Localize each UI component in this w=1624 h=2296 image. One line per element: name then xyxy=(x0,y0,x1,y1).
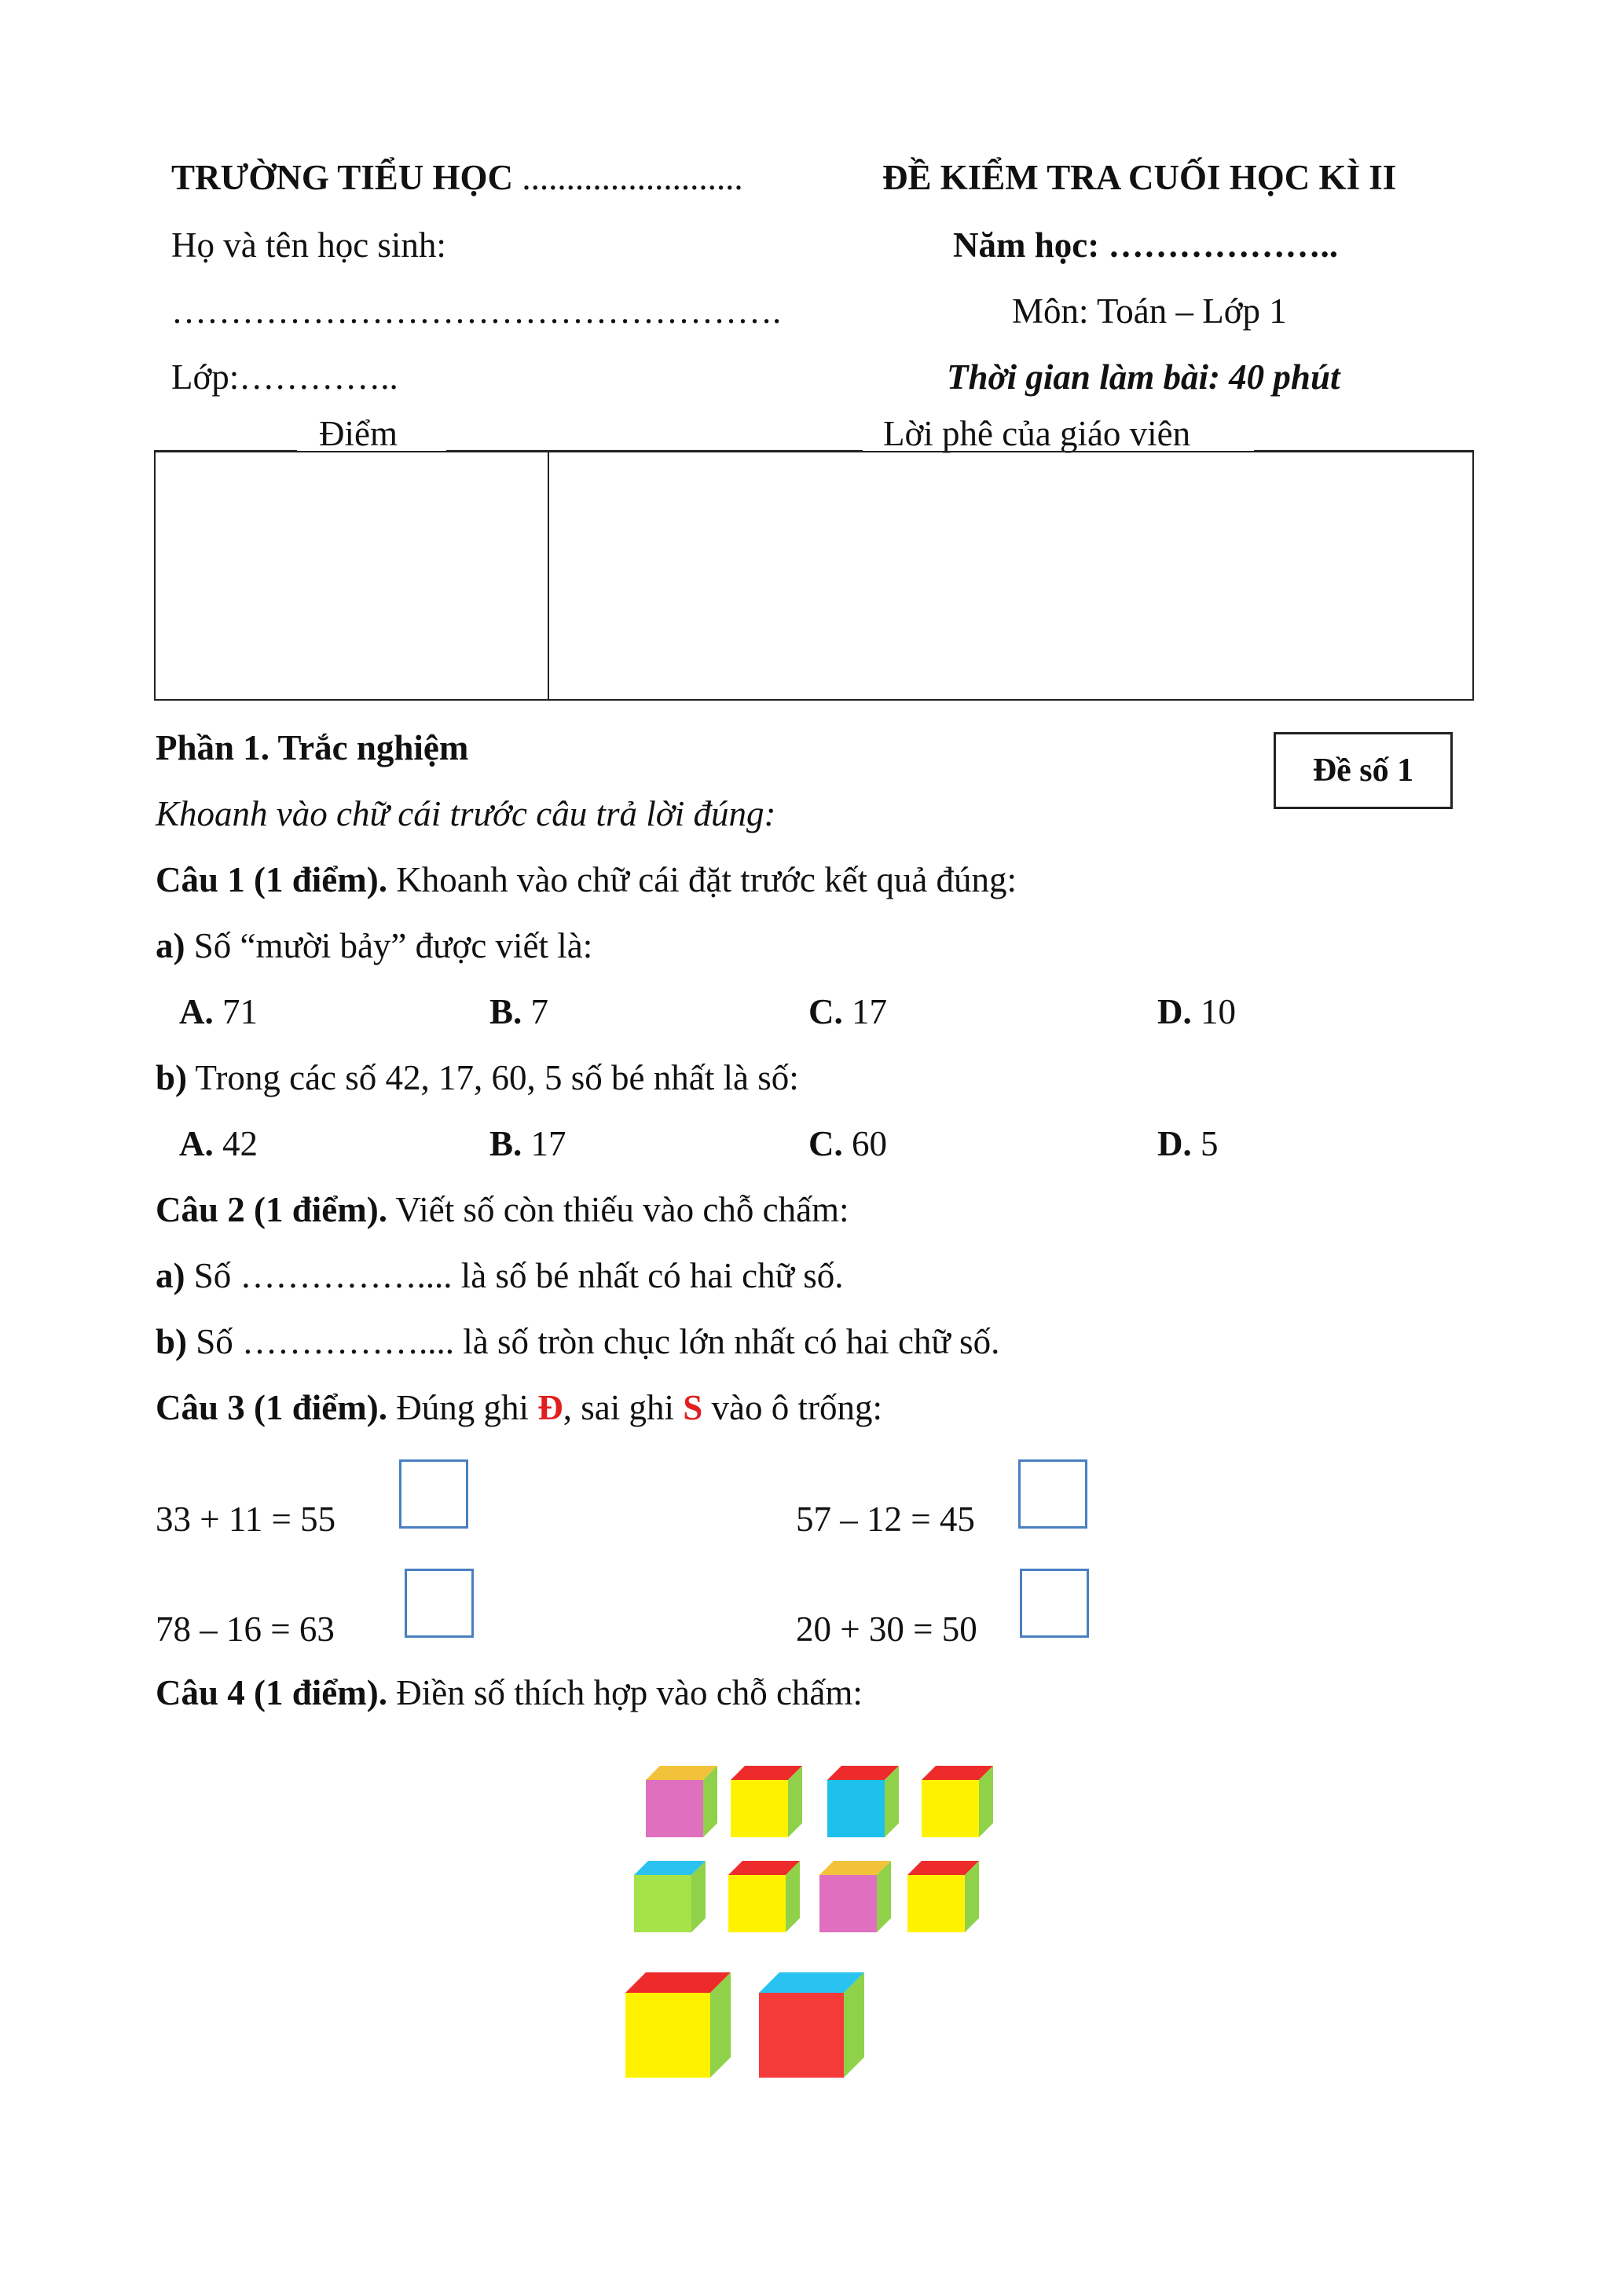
option-letter: B. xyxy=(489,1124,522,1163)
q1-text: Khoanh vào chữ cái đặt trước kết quả đúng: xyxy=(387,860,1017,899)
q1-label: Câu 1 (1 điểm). xyxy=(156,860,387,899)
q1b-label: b) xyxy=(156,1058,188,1097)
option-value: 5 xyxy=(1191,1124,1219,1163)
student-name-dots: ……………………………………………. xyxy=(171,291,782,331)
option-value: 17 xyxy=(842,992,887,1031)
option-value: 60 xyxy=(842,1124,887,1163)
q3-label: Câu 3 (1 điểm). xyxy=(156,1388,387,1427)
cube-pink xyxy=(819,1861,891,1932)
q3-false-mark: S xyxy=(683,1388,703,1427)
time-limit: Thời gian làm bài: 40 phút xyxy=(947,357,1340,397)
q2b-text: Số …………….... là số tròn chục lớn nhất có hai chữ số. xyxy=(187,1322,1000,1361)
q3-equation-4: 20 + 30 = 50 xyxy=(796,1609,977,1649)
q2a-text: Số …………….... là số bé nhất có hai chữ số. xyxy=(185,1256,844,1295)
option-value: 17 xyxy=(522,1124,566,1163)
cube-yellow xyxy=(731,1766,802,1837)
school-label: TRƯỜNG TIỂU HỌC xyxy=(171,158,514,197)
q4-text: Điền số thích hợp vào chỗ chấm: xyxy=(387,1673,863,1712)
q3-text3: vào ô trống: xyxy=(702,1388,882,1427)
q3-equation-2: 57 – 12 = 45 xyxy=(796,1500,975,1539)
option-letter: C. xyxy=(808,1124,843,1163)
class-label: Lớp: xyxy=(171,357,240,397)
option-letter: D. xyxy=(1157,1124,1192,1163)
option-letter: D. xyxy=(1157,992,1192,1031)
q2a-label: a) xyxy=(156,1256,185,1295)
q2b-label: b) xyxy=(156,1322,188,1361)
option-letter: B. xyxy=(489,992,522,1031)
cube-pink xyxy=(646,1766,717,1837)
cube-yellow xyxy=(625,1972,731,2078)
option-letter: C. xyxy=(808,992,843,1031)
option-letter: A. xyxy=(179,992,214,1031)
q3-equation-1: 33 + 11 = 55 xyxy=(156,1500,336,1539)
part1-instruction: Khoanh vào chữ cái trước câu trả lời đúng: xyxy=(156,794,776,833)
exam-title: ĐỀ KIỂM TRA CUỐI HỌC KÌ II xyxy=(882,158,1397,197)
student-name-label: Họ và tên học sinh: xyxy=(171,225,446,265)
q1a-text: Số “mười bảy” được viết là: xyxy=(185,926,593,965)
q2-label: Câu 2 (1 điểm). xyxy=(156,1190,387,1229)
subject: Môn: Toán – Lớp 1 xyxy=(1012,291,1287,331)
q3-equation-3: 78 – 16 = 63 xyxy=(156,1609,335,1649)
q1b-text: Trong các số 42, 17, 60, 5 số bé nhất là số: xyxy=(187,1058,799,1097)
option-value: 42 xyxy=(213,1124,258,1163)
score-label: Điểm xyxy=(319,414,398,453)
teacher-comment-label: Lời phê của giáo viên xyxy=(883,414,1191,453)
cube-yellow xyxy=(922,1766,993,1837)
q1a-label: a) xyxy=(156,926,185,965)
cube-green xyxy=(634,1861,706,1932)
part1-title: Phần 1. Trắc nghiệm xyxy=(156,728,469,767)
option-value: 71 xyxy=(213,992,258,1031)
cube-red xyxy=(759,1972,864,2078)
option-value: 7 xyxy=(522,992,549,1031)
exam-code-box: Đề số 1 xyxy=(1274,732,1453,809)
q4-label: Câu 4 (1 điểm). xyxy=(156,1673,387,1712)
q3-text1: Đúng ghi xyxy=(387,1388,538,1427)
cube-yellow xyxy=(907,1861,979,1932)
school-year-label: Năm học: xyxy=(953,225,1100,265)
q3-text2: , sai ghi xyxy=(563,1388,684,1427)
class-dots: ………….. xyxy=(239,357,398,397)
school-dots: ......................... xyxy=(522,158,743,197)
cube-yellow xyxy=(728,1861,800,1932)
option-letter: A. xyxy=(179,1124,214,1163)
q3-true-mark: Đ xyxy=(537,1388,563,1427)
school-year-dots: ……………….. xyxy=(1108,225,1338,265)
cube-cyan xyxy=(827,1766,899,1837)
option-value: 10 xyxy=(1191,992,1236,1031)
q2-text: Viết số còn thiếu vào chỗ chấm: xyxy=(387,1190,849,1229)
